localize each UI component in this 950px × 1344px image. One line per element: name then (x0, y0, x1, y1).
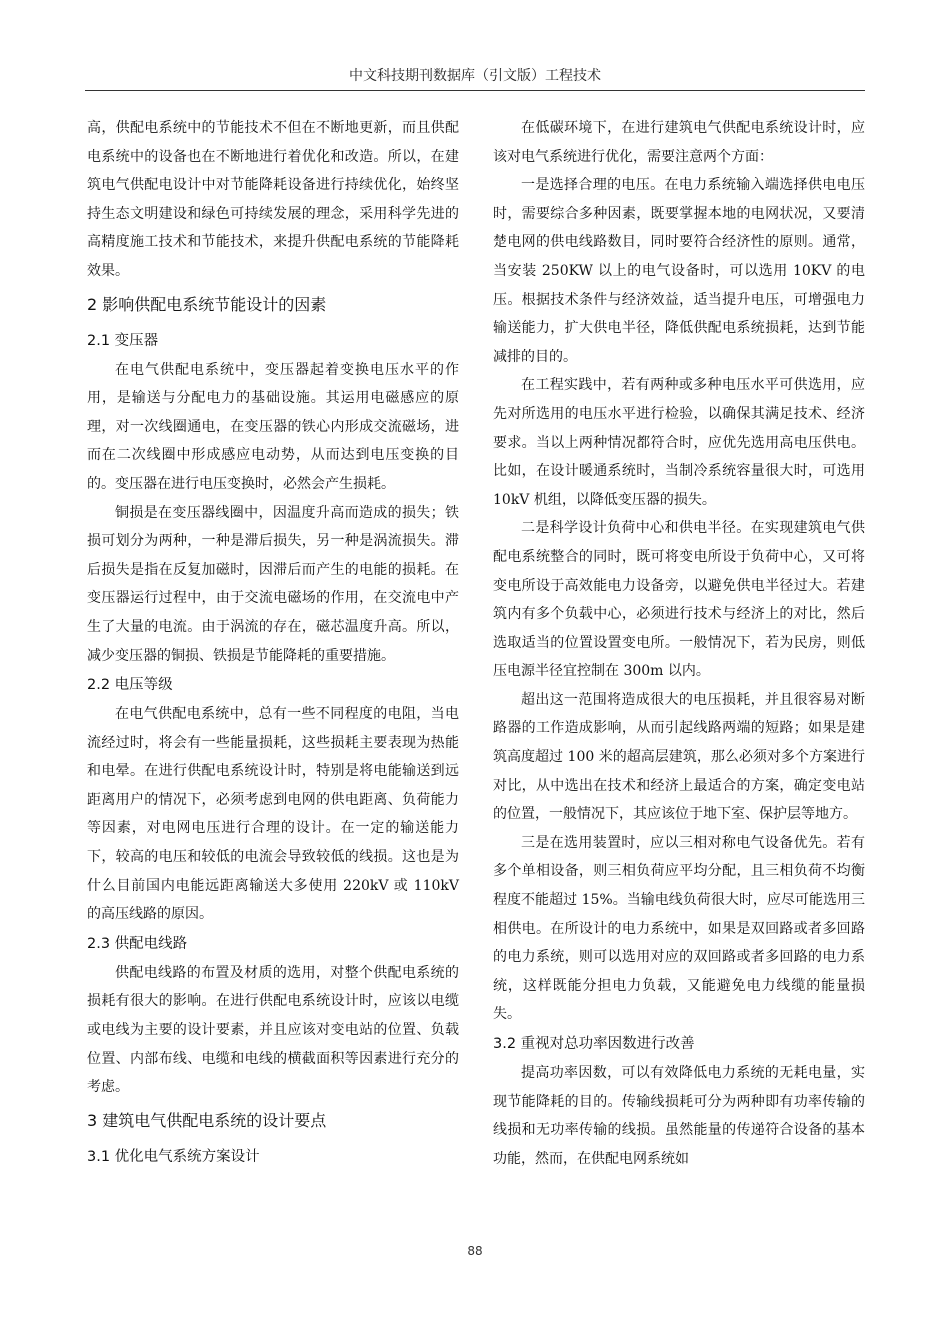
subsection-heading-3-2: 3.2 重视对总功率因数进行改善 (493, 1036, 695, 1052)
right-column (493, 114, 865, 1173)
subsection-heading-2-3: 2.3 供配电线路 (87, 935, 188, 952)
section-heading-3: 3 建筑电气供配电系统的设计要点 (87, 1110, 327, 1130)
paragraph: 二是科学设计负荷中心和供电半径。在实现建筑电气供配电系统整合的同时，既可将变电所设于负荷中心，又可将变电所设于高效能电力设备旁，以避免供电半径过大。若建筑内有多个负载中心，必须进行技术与经济上的对比，然后选取适当的位置设置变电所。一般情况下，若为民房，则低压电源半径宜控制在 300m 以内。 (493, 520, 865, 680)
paragraph: 超出这一范围将造成很大的电压损耗，并且很容易对断路器的工作造成影响，从而引起线路两端的短路；如果是建筑高度超过 100 米的超高层建筑，那么必须对多个方案进行对比，从中选出在技术和经济上最适合的方案，确定变电站的位置，一般情况下，其应该位于地下室、保护层等地方。 (493, 691, 865, 823)
paragraph: 在工程实践中，若有两种或多种电压水平可供选用，应先对所选用的电压水平进行检验，以确保其满足技术、经济要求。当以上两种情况都符合时，应优先选用高电压供电。比如，在设计暖通系统时，当制冷系统容量很大时，可选用 10kV 机组，以降低变压器的损失。 (493, 377, 865, 508)
subsection-heading-3-1: 3.1 优化电气系统方案设计 (87, 1148, 260, 1165)
paragraph: 在电气供配电系统中，总有一些不同程度的电阻，当电流经过时，将会有一些能量损耗，这些损耗主要表现为热能和电晕。在进行供配电系统设计时，特别是将电能输送到远距离用户的情况下，必须考虑到电网的供电距离、负荷能力等因素，对电网电压进行合理的设计。在一定的输送能力下，较高的电压和较低的电流会导致较低的线损。这也是为什么目前国内电能远距离输送大多使用 220kV 或 110kV 的高压线路的原因。 (87, 706, 459, 923)
paragraph: 提高功率因数，可以有效降低电力系统的无耗电量，实现节能降耗的目的。传输线损耗可分为两种即有功率传输的线损和无功率传输的线损。虽然能量的传递符合设备的基本功能，然而，在供配电网系统如 (493, 1065, 865, 1167)
paragraph: 铜损是在变压器线圈中，因温度升高而造成的损失；铁损可划分为两种，一种是滞后损失，另一种是涡流损失。滞后损失是指在反复加磁时，因滞后而产生的电能的损耗。在变压器运行过程中，由于交流电磁场的作用，在交流电中产生了大量的电流。由于涡流的存在，磁芯温度升高。所以，减少变压器的铜损、铁损是节能降耗的重要措施。 (87, 504, 459, 664)
paragraph: 供配电线路的布置及材质的选用，对整个供配电系统的损耗有很大的影响。在进行供配电系统设计时，应该以电缆或电线为主要的设计要素，并且应该对变电站的位置、负载位置、内部布线、电缆和电线的横截面积等因素进行充分的考虑。 (87, 964, 459, 1096)
subsection-heading-2-1: 2.1 变压器 (87, 332, 159, 349)
section-heading-2: 2 影响供配电系统节能设计的因素 (87, 294, 327, 314)
running-header: 中文科技期刊数据库（引文版）工程技术 (349, 68, 601, 84)
paragraph: 在低碳环境下，在进行建筑电气供配电系统设计时，应该对电气系统进行优化，需要注意两个方面： (493, 120, 865, 165)
paragraph: 在电气供配电系统中，变压器起着变换电压水平的作用，是输送与分配电力的基础设施。其运用电磁感应的原理，对一次线圈通电，在变压器的铁心内形成交流磁场，进而在二次线圈中形成感应电动势，从而达到电压变换的目的。变压器在进行电压变换时，必然会产生损耗。 (87, 361, 459, 492)
paragraph: 三是在选用装置时，应以三相对称电气设备优先。若有多个单相设备，则三相负荷应平均分配，且三相负荷不均衡程度不能超过 15%。当输电线负荷很大时，应尽可能选用三相供电。在所设计的电力系统中，如果是双回路或者多回路的电力系统，则可以选用对应的双回路或者多回路的电力系统，这样既能分担电力负载，又能避免电力线缆的能量损失。 (493, 834, 865, 1023)
left-column (87, 114, 459, 1172)
paragraph: 高，供配电系统中的节能技术不但在不断地更新，而且供配电系统中的设备也在不断地进行着优化和改造。所以，在建筑电气供配电设计中对节能降耗设备进行持续优化，始终坚持生态文明建设和绿色可持续发展的理念，采用科学先进的高精度施工技术和节能技术，来提升供配电系统的节能降耗效果。 (87, 120, 459, 279)
subsection-heading-2-2: 2.2 电压等级 (87, 677, 173, 694)
header-rule (85, 90, 865, 91)
paragraph: 一是选择合理的电压。在电力系统输入端选择供电电压时，需要综合多种因素，既要掌握本地的电网状况，又要清楚电网的供电线路数目，同时要符合经济性的原则。通常，当安装 250KW 以上的电气设备时，可以选用 10KV 的电压。根据技术条件与经济效益，适当提升电压，可增强电力输送能力，扩大供电半径，降低供配电系统损耗，达到节能减排的目的。 (493, 177, 865, 365)
page-number: 88 (467, 1244, 483, 1258)
